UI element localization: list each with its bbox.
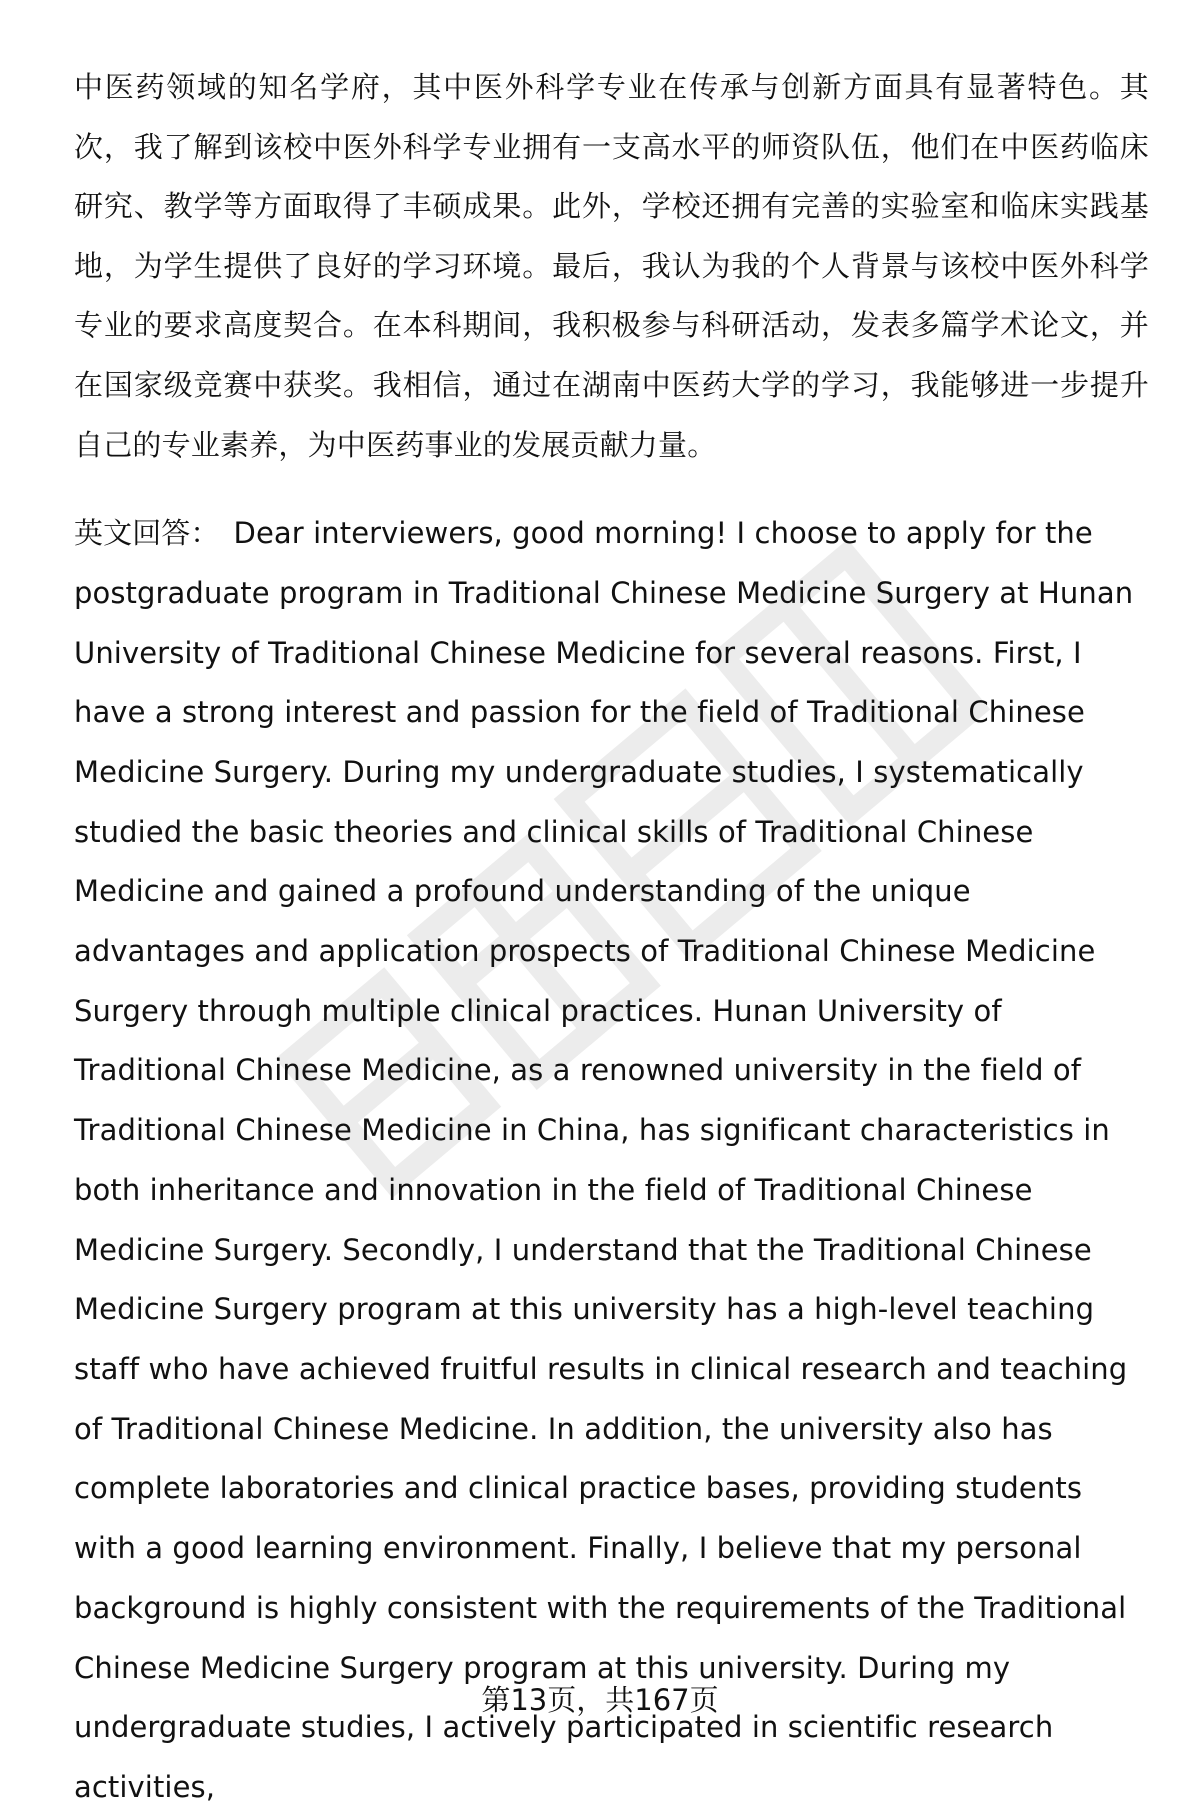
english-answer-label: 英文回答： [74, 516, 220, 551]
english-answer-text: Dear interviewers, good morning! I choose to apply for the postgraduate program in Traditional Chinese Medicine Surgery at Hunan University of Traditional Chinese Medicine for several reasons. First, I have a strong interest and passion for the field of Traditional Chinese Medicine Surgery. During my undergraduate studies, I systematically studied the basic theories and clinical skills of Traditional Chinese Medicine and gained a profound understanding of the unique advantages and application prospects of Traditional Chinese Medicine Surgery through multiple clinical practices. Hunan University of Traditional Chinese Medicine, as a renowned university in the field of Traditional Chinese Medicine in China, has significant characteristics in both inheritance and innovation in the field of Traditional Chinese Medicine Surgery. Secondly, I understand that the Traditional Chinese Medicine Surgery program at this university has a high-level teaching staff who have achieved fruitful results in clinical research and teaching of Traditional Chinese Medicine. In addition, the university also has complete laboratories and clinical practice bases, providing students with a good learning environment. Finally, I believe that my personal background is highly consistent with the requirements of the Traditional Chinese Medicine Surgery program at this university. During my undergraduate studies, I actively participated in scientific research activities, [74, 516, 1134, 1804]
english-answer-paragraph [74, 504, 1149, 1817]
document-body [74, 58, 1149, 1818]
page-number-footer: 第13页，共167页 [481, 1683, 719, 1717]
chinese-answer-paragraph: 中医药领域的知名学府，其中医外科学专业在传承与创新方面具有显著特色。其次，我了解到该校中医外科学专业拥有一支高水平的师资队伍，他们在中医药临床研究、教学等方面取得了丰硕成果。此外，学校还拥有完善的实验室和临床实践基地，为学生提供了良好的学习环境。最后，我认为我的个人背景与该校中医外科学专业的要求高度契合。在本科期间，我积极参与科研活动，发表多篇学术论文，并在国家级竞赛中获奖。我相信，通过在湖南中医药大学的学习，我能够进一步提升自己的专业素养，为中医药事业的发展贡献力量。 [74, 70, 1149, 462]
